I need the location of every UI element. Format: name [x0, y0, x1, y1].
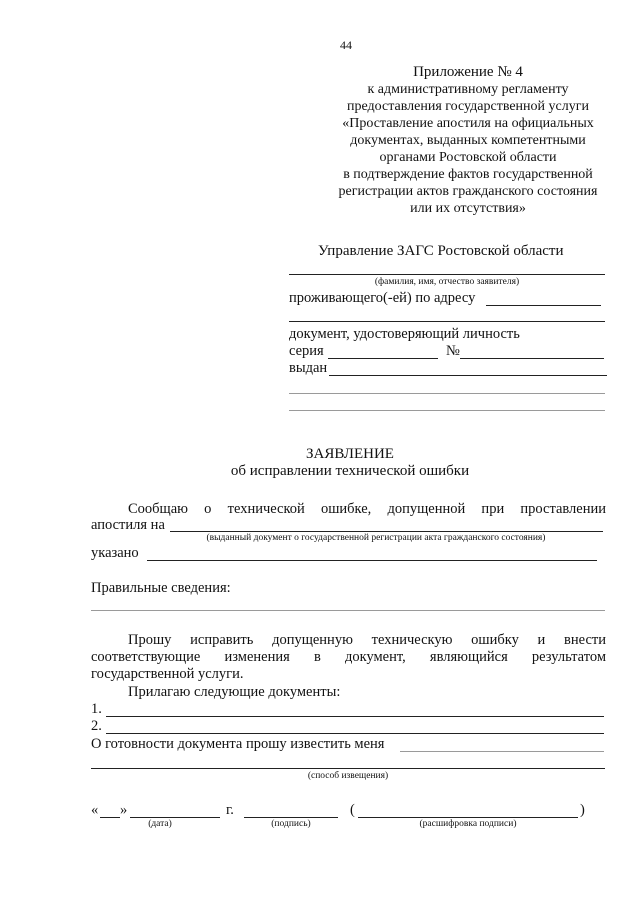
- appendix-line: к административному регламенту: [367, 82, 569, 97]
- signature-line[interactable]: [244, 817, 338, 818]
- notify-hint: (способ извещения): [307, 771, 389, 781]
- id-document-label: документ, удостоверяющий личность: [289, 326, 520, 342]
- date-quote-open: «: [91, 802, 99, 818]
- notify-label: О готовности документа прошу известить меня: [91, 736, 385, 752]
- address-line-2[interactable]: [289, 321, 605, 322]
- page-number: 44: [340, 38, 352, 52]
- address-line[interactable]: [486, 305, 601, 306]
- request-line3: государственной услуги.: [91, 666, 244, 682]
- applicant-name-line[interactable]: [289, 274, 605, 275]
- decode-paren-close: ): [580, 802, 585, 818]
- issued-label: выдан: [289, 360, 328, 376]
- appendix-line: документах, выданных компетентными: [350, 133, 586, 148]
- appendix-line: предоставления государственной услуги: [347, 99, 589, 114]
- appendix-line: регистрации актов гражданского состояния: [338, 184, 598, 199]
- date-day-line[interactable]: [100, 817, 120, 818]
- indicated-label: указано: [91, 545, 139, 561]
- date-hint: (дата): [148, 819, 172, 829]
- date-month-line[interactable]: [130, 817, 220, 818]
- appendix-line: «Проставление апостиля на официальных: [342, 116, 594, 131]
- appendix-block: [318, 63, 618, 217]
- indicated-line[interactable]: [147, 560, 597, 561]
- attachment-line-1[interactable]: [106, 716, 604, 717]
- attachment-line-2[interactable]: [106, 733, 604, 734]
- document-line[interactable]: [170, 531, 603, 532]
- document-hint: (выданный документ о государственной регистрации акта гражданского состояния): [206, 533, 546, 543]
- appendix-title: Приложение № 4: [413, 64, 523, 80]
- applicant-name-hint: (фамилия, имя, отчество заявителя): [374, 277, 520, 287]
- signature-decode-line[interactable]: [358, 817, 578, 818]
- attachment-item-2: 2.: [91, 718, 102, 734]
- notify-line[interactable]: [400, 751, 604, 752]
- signature-decode-hint: (расшифровка подписи): [419, 819, 517, 829]
- statement-subtitle: об исправлении технической ошибки: [230, 463, 470, 479]
- attachment-item-1: 1.: [91, 701, 102, 717]
- request-line1: Прошу исправить допущенную техническую ошибку и внести: [128, 632, 606, 648]
- series-label: серия: [289, 343, 324, 359]
- appendix-line: органами Ростовской области: [379, 150, 557, 165]
- correct-info-label: Правильные сведения:: [91, 580, 231, 596]
- request-line2: соответствующие изменения в документ, являющийся результатом: [91, 649, 606, 665]
- issued-line-3[interactable]: [289, 410, 605, 411]
- issued-line[interactable]: [329, 375, 607, 376]
- addressee: Управление ЗАГС Ростовской области: [318, 243, 564, 259]
- notify-line-2[interactable]: [91, 768, 605, 769]
- para1-line1: Сообщаю о технической ошибке, допущенной при проставлении: [128, 501, 606, 517]
- year-suffix: г.: [226, 802, 234, 818]
- statement-title: ЗАЯВЛЕНИЕ: [306, 446, 394, 462]
- residing-label: проживающего(-ей) по адресу: [289, 290, 476, 306]
- number-label: №: [446, 343, 460, 359]
- appendix-line: или их отсутствия»: [410, 201, 526, 216]
- attach-label: Прилагаю следующие документы:: [128, 684, 341, 700]
- number-line[interactable]: [460, 358, 604, 359]
- issued-line-2[interactable]: [289, 393, 605, 394]
- signature-hint: (подпись): [271, 819, 311, 829]
- date-quote-close: »: [120, 802, 128, 818]
- series-line[interactable]: [328, 358, 438, 359]
- appendix-line: в подтверждение фактов государственной: [343, 167, 593, 182]
- apostille-on-label: апостиля на: [91, 517, 165, 533]
- decode-paren-open: (: [350, 802, 355, 818]
- correct-info-line[interactable]: [91, 610, 605, 611]
